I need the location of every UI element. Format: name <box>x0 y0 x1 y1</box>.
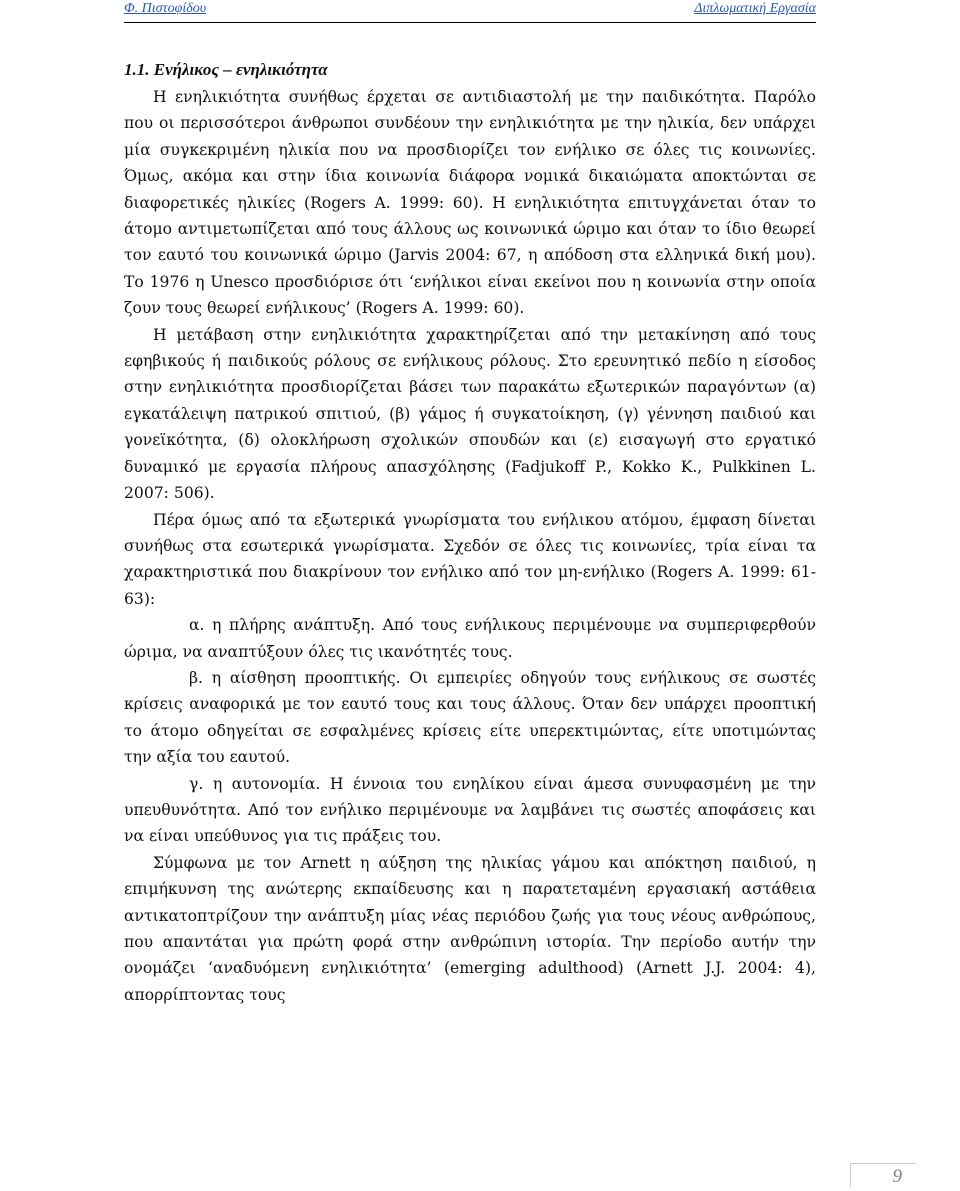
list-item-autonomy: γ. η αυτονομία. Η έννοια του ενηλίκου είναι άμεσα συνυφασμένη με την υπευθυνότητα. Από τον ενήλικο περιμένουμε να λαμβάνει τις σωστές αποφάσεις και να είναι υπεύθυνος για τις πράξεις του. <box>124 774 816 846</box>
section-heading: 1.1. Ενήλικος – ενηλικιότητα <box>124 60 328 79</box>
list-item-full-development: α. η πλήρης ανάπτυξη. Από τους ενήλικους περιμένουμε να συμπεριφερθούν ώριμα, να αναπτύξουν όλες τις ικανότητές τους. <box>124 616 816 661</box>
paragraph-internal-traits: Πέρα όμως από τα εξωτερικά γνωρίσματα του ενήλικου ατόμου, έμφαση δίνεται συνήθως στα εσωτερικά γνωρίσματα. Σχεδόν σε όλες τις κοινωνίες, τρία είναι τα χαρακτηριστικά που διακρίνουν τον ενήλικο από τον μη-ενήλικο (Rogers A. 1999: 61-63): <box>124 510 816 608</box>
paragraph-arnett: Σύμφωνα με τον Arnett η αύξηση της ηλικίας γάμου και απόκτηση παιδιού, η επιμήκυνση της ανώτερης εκπαίδευσης και η παρατεταμένη εργασιακή αστάθεια αντικατοπτρίζουν την ανάπτυξη μίας νέας περιόδου ζωής για τους νέους ανθρώπους, που απαντάται για πρώτη φορά στην ανθρώπινη ιστορία. Την περίοδο αυτήν την ονομάζει ‘αναδυόμενη ενηλικιότητα’ (emerging adulthood) (Arnett J.J. 2004: 4), απορρίπτοντας τους <box>124 853 816 1004</box>
page-header <box>124 0 816 23</box>
header-document-type[interactable]: Διπλωματική Εργασία <box>694 1 816 16</box>
paragraph-adulthood-definition: Η ενηλικιότητα συνήθως έρχεται σε αντιδιαστολή με την παιδικότητα. Παρόλο που οι περισσότεροι άνθρωποι συνδέουν την ενηλικιότητα με την ηλικία, δεν υπάρχει μία συγκεκριμένη ηλικία που να προσδιορίζει τον ενήλικο σε όλες τις κοινωνίες. Όμως, ακόμα και στην ίδια κοινωνία διάφορα νομικά δικαιώματα αποκτώνται σε διαφορετικές ηλικίες (Rogers A. 1999: 60). Η ενηλικιότητα επιτυγχάνεται όταν το άτομο αντιμετωπίζεται από τους άλλους ως κοινωνικά ώριμο και όταν το ίδιο θεωρεί τον εαυτό του κοινωνικά ώριμο (Jarvis 2004: 67, η απόδοση στα ελληνικά δική μου). Το 1976 η Unesco προσδιόρισε ότι ‘ενήλικοι είναι εκείνοι που η κοινωνία στην οποία ζουν τους θεωρεί ενήλικους’ (Rogers A. 1999: 60). <box>124 88 816 318</box>
paragraph-transition: Η μετάβαση στην ενηλικιότητα χαρακτηρίζεται από την μετακίνηση από τους εφηβικούς ή παιδικούς ρόλους σε ενήλικους ρόλους. Στο ερευνητικό πεδίο η είσοδος στην ενηλικιότητα προσδιορίζεται βάσει των παρακάτω εξωτερικών παραγόντων (α) εγκατάλειψη πατρικού σπιτιού, (β) γάμος ή συγκατοίκηση, (γ) γέννηση παιδιού και γονεϊκότητα, (δ) ολοκλήρωση σχολικών σπουδών και (ε) εισαγωγή στο εργατικό δυναμικό με εργασία πλήρους απασχόλησης (Fadjukoff P., Kokko K., Pulkkinen L. 2007: 506). <box>124 325 816 503</box>
list-item-perspective: β. η αίσθηση προοπτικής. Οι εμπειρίες οδηγούν τους ενήλικους σε σωστές κρίσεις αναφορικά με τον εαυτό τους και τους άλλους. Όταν δεν υπάρχει προοπτική το άτομο οδηγείται σε εσφαλμένες κρίσεις είτε υπερεκτιμώντας, είτε υποτιμώντας την αξία του εαυτού. <box>124 668 816 767</box>
page-number: 9 <box>850 1163 916 1187</box>
document-body <box>124 58 816 1008</box>
header-author[interactable]: Φ. Πιστοφίδου <box>124 1 207 16</box>
